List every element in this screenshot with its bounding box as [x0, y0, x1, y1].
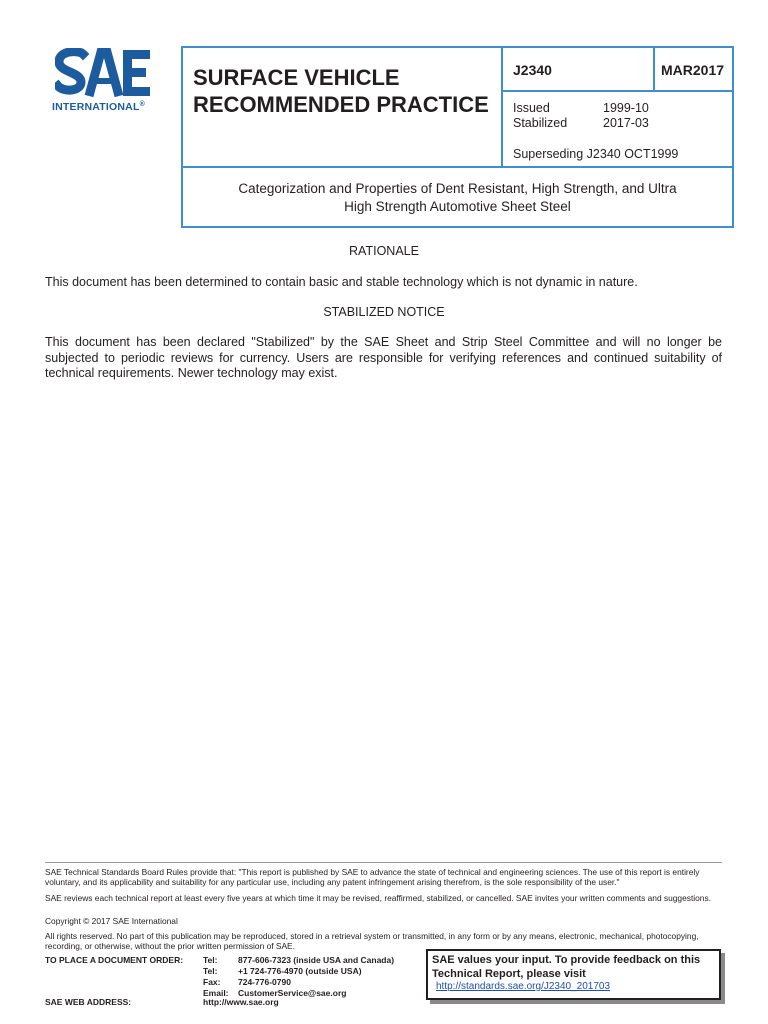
- email-link[interactable]: CustomerService@sae.org: [238, 988, 347, 998]
- issued-row: [513, 101, 649, 115]
- doc-subject-line2: High Strength Automotive Sheet Steel: [344, 199, 571, 214]
- doc-type-box: [181, 46, 503, 168]
- superseding-text: Superseding J2340 OCT1999: [513, 147, 679, 161]
- footer-review-text: SAE reviews each technical report at least every five years at which time it may be revised, reaffirmed, stabilized, or cancelled. SAE invites your written comments and suggestions.: [45, 893, 711, 903]
- web-link[interactable]: http://www.sae.org: [203, 997, 279, 1007]
- tel-label-2: Tel:: [203, 966, 218, 976]
- rationale-heading: RATIONALE: [349, 244, 419, 258]
- feedback-box: [426, 949, 721, 1000]
- doc-type-title: [193, 64, 489, 118]
- issued-value: 1999-10: [603, 101, 649, 115]
- stabilized-notice-heading: STABILIZED NOTICE: [323, 305, 445, 319]
- web-label: SAE WEB ADDRESS:: [45, 997, 132, 1007]
- tel-inside-usa: 877-606-7323 (inside USA and Canada): [238, 955, 395, 965]
- footer-rights-text: All rights reserved. No part of this publication may be reproduced, stored in a retrieval system or transmitted, in any form or by any means, electronic, mechanical, photocopying, recording, or otherwise, without the prior written permission of SAE.: [45, 931, 699, 952]
- doc-number: J2340: [513, 62, 552, 78]
- doc-type-line2: RECOMMENDED PRACTICE: [193, 92, 489, 117]
- doc-date: MAR2017: [661, 62, 725, 78]
- feedback-text: SAE values your input. To provide feedback on this Technical Report, please visit: [432, 954, 701, 980]
- order-label: TO PLACE A DOCUMENT ORDER:: [45, 955, 184, 965]
- footer-divider: [45, 862, 722, 863]
- sae-logo: [52, 48, 156, 118]
- stabilized-row: [513, 116, 649, 130]
- issued-label: Issued: [513, 101, 550, 115]
- doc-subject-line1: Categorization and Properties of Dent Resistant, High Strength, and Ultra: [238, 181, 677, 196]
- footer-rules-text: SAE Technical Standards Board Rules provide that: "This report is published by SAE to advance the state of technical and engineering sciences. The use of this report is entirely voluntary, and its applicability and suitability for any particular use, including any patent infringement arising therefrom, is the sole responsibility of the user.": [45, 867, 700, 888]
- stabilized-label: Stabilized: [513, 116, 568, 130]
- doc-date-box: [653, 46, 734, 92]
- fax-number: 724-776-0790: [238, 977, 291, 987]
- issue-info-box: [501, 90, 734, 168]
- subject-box: [181, 166, 734, 228]
- feedback-link[interactable]: http://standards.sae.org/J2340_201703: [436, 981, 611, 992]
- sae-logo-mark: [55, 48, 151, 100]
- stabilized-value: 2017-03: [603, 116, 649, 130]
- fax-label: Fax:: [203, 977, 221, 987]
- web-address: [45, 997, 279, 1007]
- doc-number-box: [501, 46, 655, 92]
- doc-subject: [183, 180, 732, 216]
- rationale-text: This document has been determined to contain basic and stable technology which is not dynamic in nature.: [45, 275, 638, 289]
- doc-type-line1: SURFACE VEHICLE: [193, 65, 400, 90]
- tel-outside-usa: +1 724-776-4970 (outside USA): [238, 966, 362, 976]
- tel-label: Tel:: [203, 955, 218, 965]
- footer-copyright: Copyright © 2017 SAE International: [45, 916, 178, 926]
- sae-logo-subtitle: INTERNATIONAL®: [52, 101, 145, 113]
- email-label: Email:: [203, 988, 229, 998]
- stabilized-notice-text: This document has been declared "Stabilized" by the SAE Sheet and Strip Steel Committee and will no longer be subjected to periodic reviews for currency. Users are responsible for verifying references and continued suitability of technical requirements. Newer technology may exist.: [45, 335, 722, 380]
